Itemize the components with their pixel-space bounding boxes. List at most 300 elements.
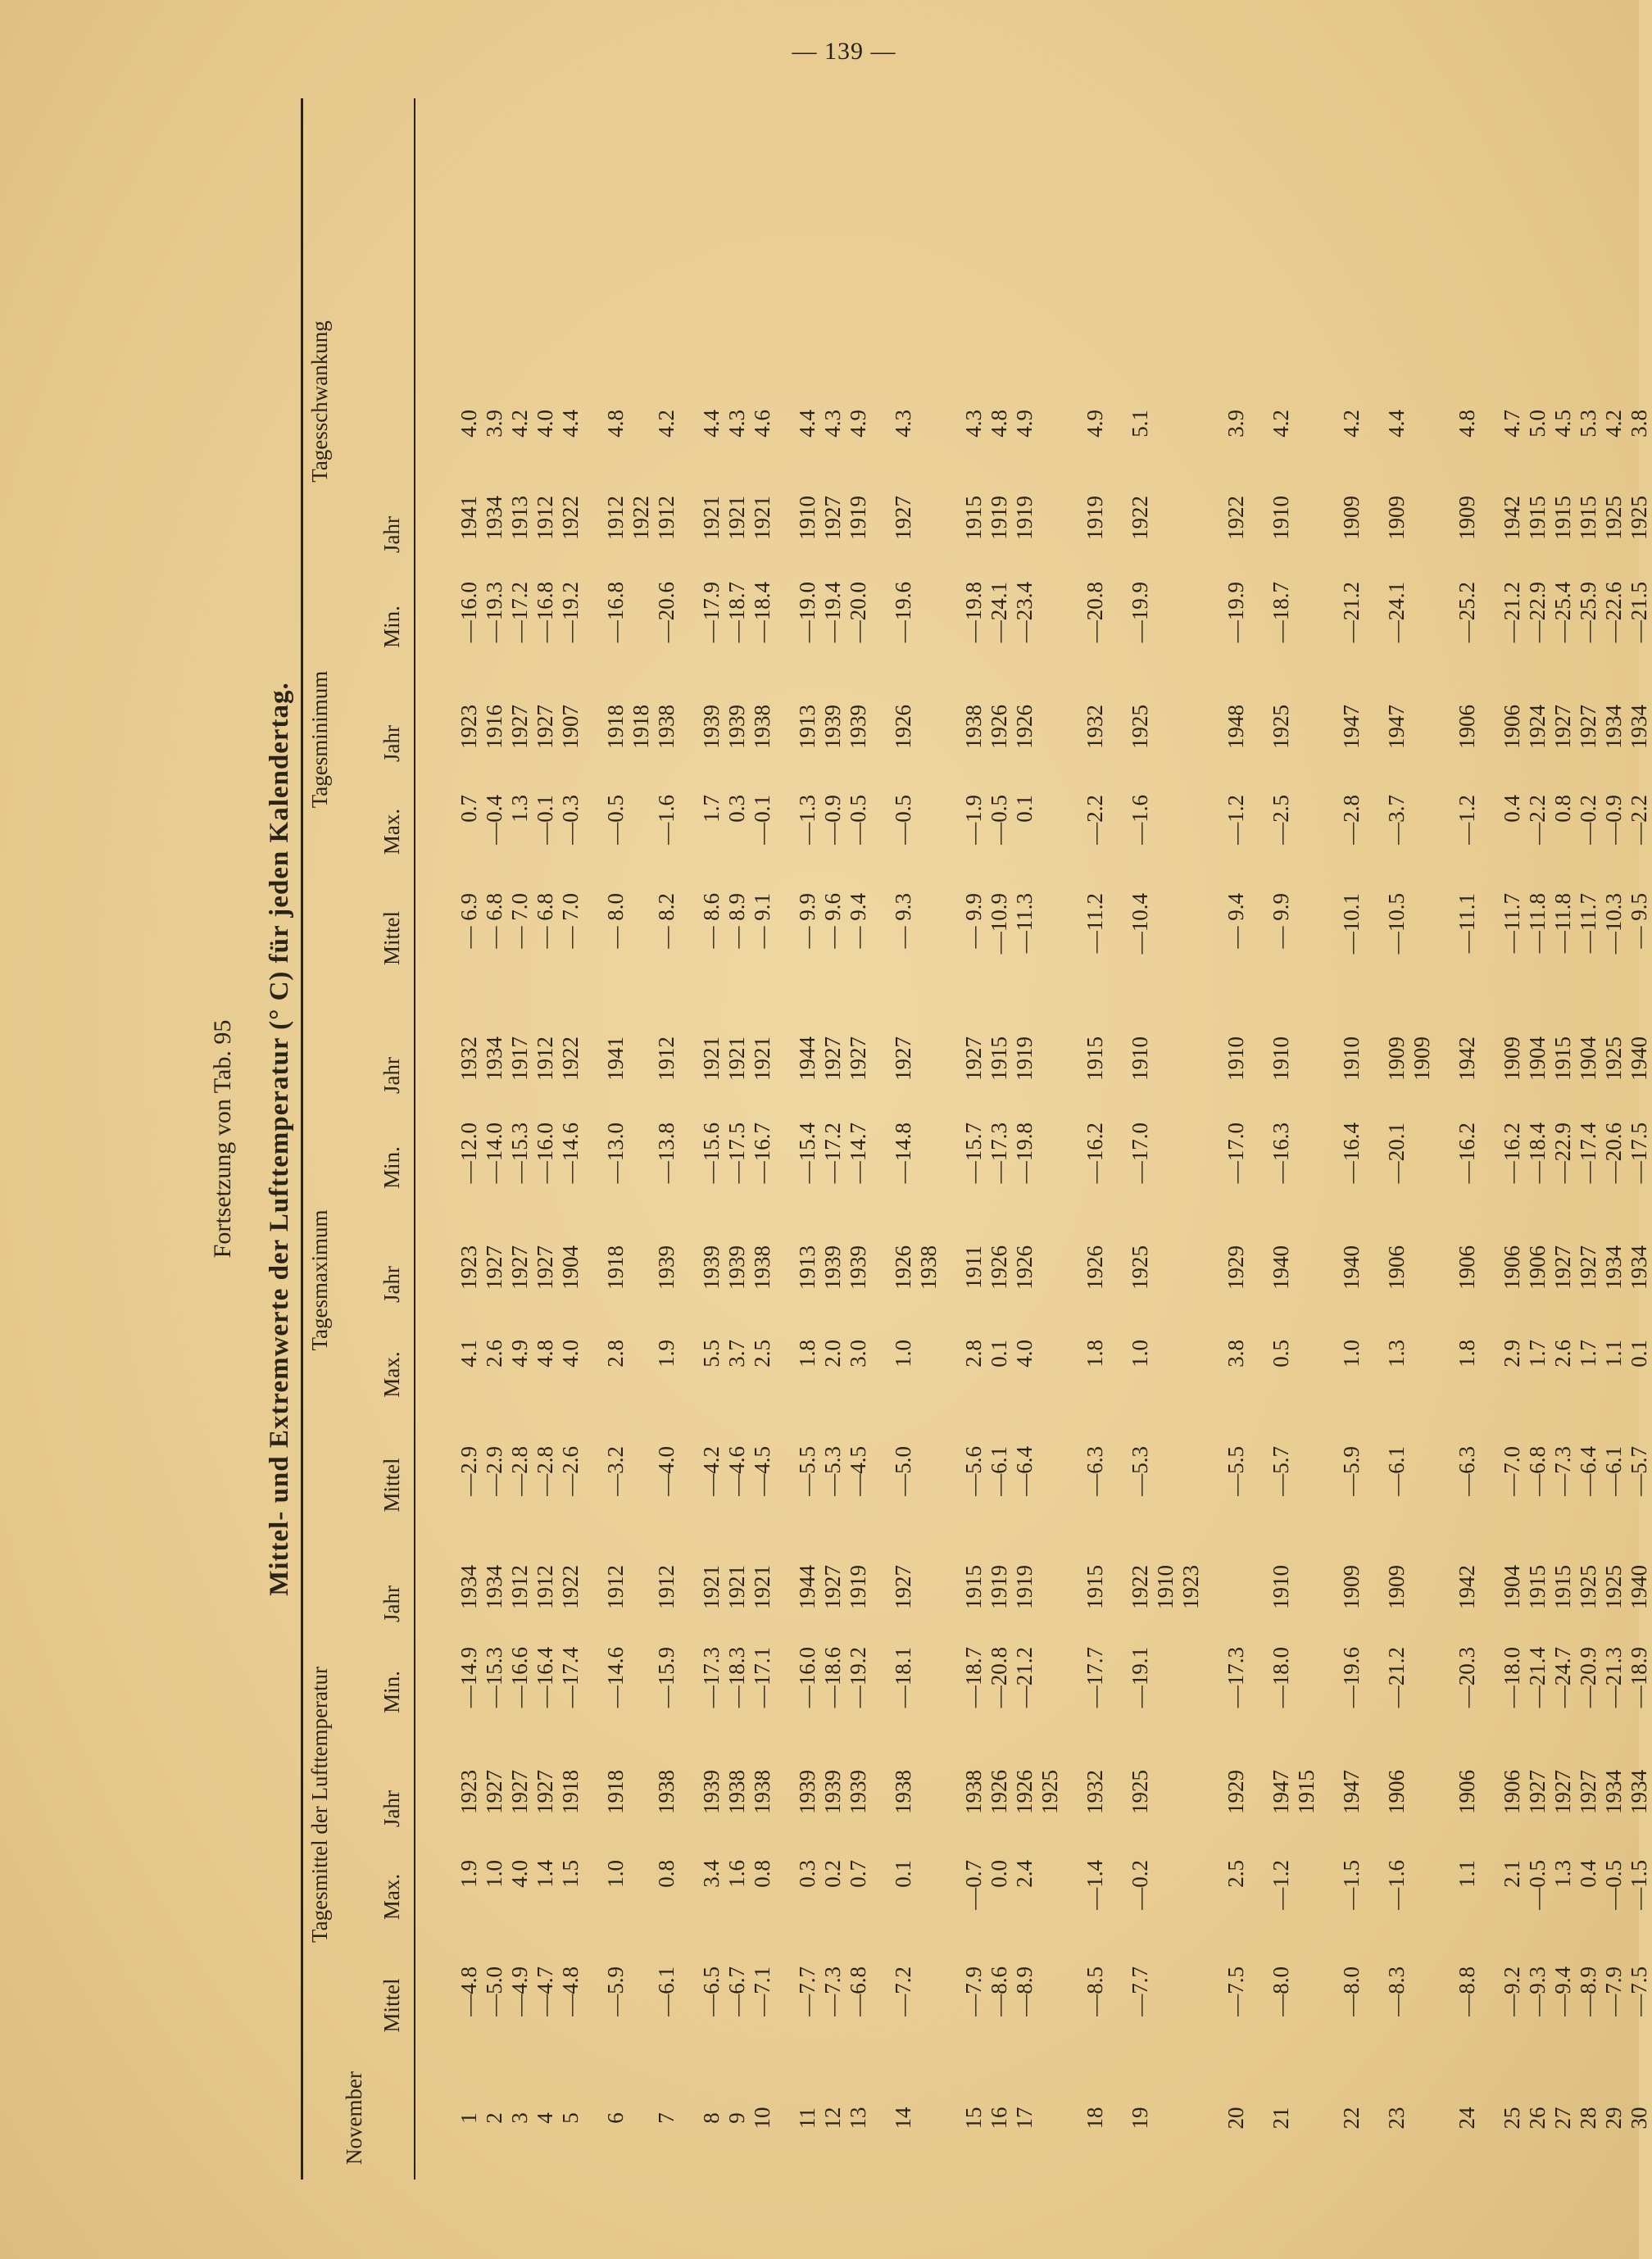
value-cell: 1944 bbox=[795, 1037, 819, 1081]
value-cell: —14.7 bbox=[846, 1123, 870, 1184]
value-cell: —16.4 bbox=[533, 1647, 557, 1708]
value-cell: 1909 bbox=[1384, 1037, 1409, 1081]
value-cell: —5.0 bbox=[482, 1966, 506, 2016]
value-cell: 1927 bbox=[891, 1037, 915, 1081]
value-cell: —7.9 bbox=[961, 1966, 986, 2016]
data-column bbox=[456, 1966, 1652, 2044]
value-cell: 1938 bbox=[961, 705, 986, 749]
value-cell: 1938 bbox=[750, 705, 774, 749]
value-cell bbox=[1037, 705, 1063, 782]
value-cell: —15.4 bbox=[795, 1123, 819, 1184]
value-cell bbox=[1409, 496, 1435, 574]
value-cell bbox=[1409, 1966, 1435, 2044]
value-cell: 4.8 bbox=[533, 1340, 557, 1368]
value-cell bbox=[1037, 1966, 1063, 2044]
value-cell: —21.5 bbox=[1627, 582, 1651, 643]
value-cell: 1904 bbox=[558, 1245, 583, 1290]
value-cell: — 8.2 bbox=[654, 893, 678, 949]
value-cell: 1925 bbox=[1576, 1565, 1600, 1609]
value-cell bbox=[1294, 1565, 1319, 1643]
value-cell: — 9.5 bbox=[1627, 893, 1651, 949]
table-top-rule bbox=[301, 98, 303, 2180]
value-cell: 1939 bbox=[654, 1245, 678, 1290]
value-cell: 4.2 bbox=[1268, 410, 1293, 438]
value-cell: 5.0 bbox=[1525, 410, 1550, 438]
value-cell: —7.7 bbox=[1128, 1966, 1152, 2016]
value-cell: 1940 bbox=[1627, 1037, 1651, 1081]
value-cell: 1921 bbox=[750, 1565, 774, 1609]
value-cell bbox=[1153, 893, 1178, 983]
value-cell: —4.9 bbox=[507, 1966, 532, 2016]
value-cell: 1.9 bbox=[456, 1860, 481, 1888]
value-cell: 1938 bbox=[654, 1770, 678, 1814]
value-cell: —17.2 bbox=[507, 582, 532, 643]
value-cell bbox=[629, 1860, 654, 1934]
value-cell: — 6.9 bbox=[456, 893, 481, 949]
value-cell: 1906 bbox=[1525, 1245, 1550, 1290]
value-cell: 1927 bbox=[961, 1037, 986, 1081]
column-header: Jahr bbox=[379, 516, 404, 553]
value-cell bbox=[1294, 1860, 1319, 1934]
day-cell bbox=[1037, 2073, 1063, 2163]
value-cell bbox=[1294, 893, 1319, 983]
value-cell bbox=[1153, 1123, 1178, 1213]
page-number: — 139 — bbox=[792, 38, 896, 65]
value-cell bbox=[916, 1446, 942, 1524]
value-cell: 4.9 bbox=[507, 1340, 532, 1368]
value-cell: —11.3 bbox=[1012, 893, 1037, 954]
value-cell: 0.8 bbox=[1550, 795, 1575, 823]
value-cell bbox=[629, 1340, 654, 1409]
value-cell: 1915 bbox=[1082, 1565, 1107, 1609]
value-cell: 1915 bbox=[1525, 1565, 1550, 1609]
value-cell: 1927 bbox=[1576, 705, 1600, 749]
value-cell bbox=[1409, 1860, 1435, 1934]
value-cell: —19.6 bbox=[1339, 1647, 1364, 1708]
value-cell bbox=[1037, 1340, 1063, 1409]
day-cell bbox=[1294, 2073, 1319, 2163]
value-cell bbox=[629, 1966, 654, 2044]
value-cell: 1934 bbox=[456, 1565, 481, 1609]
value-cell: 2.5 bbox=[1223, 1860, 1248, 1888]
value-cell: 1927 bbox=[1550, 1245, 1575, 1290]
value-cell: —5.3 bbox=[1128, 1446, 1152, 1496]
value-cell: —18.7 bbox=[961, 1647, 986, 1708]
value-cell: —6.7 bbox=[724, 1966, 749, 2016]
value-cell: 1925 bbox=[1601, 496, 1626, 540]
value-cell: —15.6 bbox=[699, 1123, 724, 1184]
value-cell: —16.0 bbox=[533, 1123, 557, 1184]
value-cell: — 9.1 bbox=[750, 893, 774, 949]
value-cell: 5.3 bbox=[1576, 410, 1600, 438]
value-cell: 1921 bbox=[750, 1037, 774, 1081]
value-cell: 1939 bbox=[820, 1770, 845, 1814]
value-cell: —9.2 bbox=[1500, 1966, 1524, 2016]
value-cell: —5.0 bbox=[891, 1446, 915, 1496]
value-cell: —24.7 bbox=[1550, 1647, 1575, 1708]
column-header: Min. bbox=[379, 1671, 404, 1713]
value-cell bbox=[916, 705, 942, 782]
day-cell bbox=[629, 2073, 654, 2163]
column-header: Jahr bbox=[379, 725, 404, 762]
rotated-table-block bbox=[209, 98, 1651, 2180]
value-cell: 1912 bbox=[603, 1565, 628, 1609]
value-cell: 1926 bbox=[987, 705, 1011, 749]
value-cell: —1.2 bbox=[1455, 795, 1479, 845]
group-header: Tagesschwankung bbox=[307, 320, 332, 483]
value-cell: 4.1 bbox=[456, 1340, 481, 1368]
value-cell: —19.9 bbox=[1128, 582, 1152, 643]
value-cell: 1.7 bbox=[1576, 1340, 1600, 1368]
value-cell: —0.5 bbox=[987, 795, 1011, 845]
value-cell: 1919 bbox=[1012, 1565, 1037, 1609]
value-cell: 2.4 bbox=[1012, 1860, 1037, 1888]
value-cell: 1918 bbox=[558, 1770, 583, 1814]
day-cell: 15 bbox=[961, 2107, 986, 2130]
value-cell: 1939 bbox=[699, 705, 724, 749]
value-cell: 1.3 bbox=[1550, 1860, 1575, 1888]
value-cell bbox=[1178, 496, 1204, 574]
value-cell: 1939 bbox=[699, 1245, 724, 1290]
value-cell: — 8.9 bbox=[724, 893, 749, 949]
value-cell: —9.4 bbox=[1550, 1966, 1575, 2016]
value-cell: —11.2 bbox=[1082, 893, 1107, 954]
day-cell: 5 bbox=[558, 2112, 583, 2124]
value-cell: —3.7 bbox=[1384, 795, 1409, 845]
value-cell: —21.2 bbox=[1012, 1647, 1037, 1708]
value-cell: 1912 bbox=[507, 1565, 532, 1609]
value-cell: 0.8 bbox=[750, 1860, 774, 1888]
value-cell: —7.0 bbox=[1500, 1446, 1524, 1496]
value-cell: 4.2 bbox=[1339, 410, 1364, 438]
value-cell: 1939 bbox=[846, 1245, 870, 1290]
value-cell: 1925 bbox=[1128, 1770, 1152, 1814]
value-cell bbox=[916, 582, 942, 672]
day-cell: 30 bbox=[1627, 2107, 1651, 2130]
data-column bbox=[456, 1037, 1652, 1114]
column-header: Jahr bbox=[379, 1790, 404, 1827]
column-header: Max. bbox=[379, 1873, 404, 1921]
value-cell bbox=[629, 1647, 654, 1737]
value-cell: —21.2 bbox=[1500, 582, 1524, 643]
value-cell bbox=[1223, 1565, 1249, 1643]
value-cell bbox=[1037, 1446, 1063, 1524]
value-cell: — 7.0 bbox=[558, 893, 583, 949]
value-cell: 0.1 bbox=[891, 1860, 915, 1888]
value-cell: 2.6 bbox=[482, 1340, 506, 1368]
value-cell: 0.1 bbox=[1012, 795, 1037, 823]
value-cell bbox=[916, 1340, 942, 1409]
value-cell: —18.6 bbox=[820, 1647, 845, 1708]
value-cell: 1922 bbox=[1128, 1565, 1152, 1609]
value-cell: 0.1 bbox=[1627, 1340, 1651, 1368]
value-cell: —0.2 bbox=[1128, 1860, 1152, 1910]
value-cell: 1932 bbox=[1082, 705, 1107, 749]
value-cell: 1.6 bbox=[724, 1860, 749, 1888]
value-cell: 1926 bbox=[987, 1245, 1011, 1290]
value-cell: 4.4 bbox=[1384, 410, 1409, 438]
value-cell: —14.6 bbox=[558, 1123, 583, 1184]
value-cell: —10.4 bbox=[1128, 893, 1152, 955]
value-cell bbox=[629, 1565, 654, 1643]
value-cell: —15.3 bbox=[482, 1647, 506, 1708]
value-cell: 1915 bbox=[1294, 1770, 1318, 1814]
value-cell: 1912 bbox=[654, 1037, 678, 1081]
value-cell: 1906 bbox=[1384, 1245, 1409, 1290]
value-cell: —17.3 bbox=[987, 1123, 1011, 1184]
value-cell: 1913 bbox=[795, 705, 819, 749]
value-cell bbox=[1037, 1037, 1063, 1114]
value-cell: —6.4 bbox=[1012, 1446, 1037, 1496]
value-cell: 0.4 bbox=[1500, 795, 1524, 823]
day-cell: 20 bbox=[1223, 2107, 1248, 2130]
value-cell bbox=[629, 582, 654, 672]
value-cell: —11.7 bbox=[1576, 893, 1600, 954]
value-cell: —17.0 bbox=[1128, 1123, 1152, 1184]
data-column bbox=[456, 1770, 1652, 1848]
day-cell: 2 bbox=[482, 2112, 506, 2124]
value-cell: —1.2 bbox=[1268, 1860, 1293, 1910]
value-cell: —7.2 bbox=[891, 1966, 915, 2016]
value-cell: 1925 bbox=[1601, 1565, 1626, 1609]
value-cell bbox=[1294, 1037, 1319, 1114]
value-cell: —20.6 bbox=[654, 582, 678, 643]
value-cell bbox=[916, 1770, 942, 1848]
value-cell bbox=[916, 1123, 942, 1213]
value-cell: 1927 bbox=[507, 1245, 532, 1290]
value-cell: —2.8 bbox=[507, 1446, 532, 1496]
value-cell: 1921 bbox=[724, 496, 749, 540]
value-cell: 1910 bbox=[1268, 1037, 1293, 1081]
value-cell: —1.4 bbox=[1082, 1860, 1107, 1910]
value-cell: —21.2 bbox=[1384, 1647, 1409, 1708]
value-cell bbox=[916, 410, 942, 475]
value-cell: —17.0 bbox=[1223, 1123, 1248, 1184]
column-header: Min. bbox=[379, 1146, 404, 1189]
value-cell: 2.8 bbox=[603, 1340, 628, 1368]
value-cell: —6.4 bbox=[1576, 1446, 1600, 1496]
value-cell bbox=[1153, 1647, 1178, 1737]
value-cell: — 9.9 bbox=[795, 893, 819, 949]
value-cell: 2.5 bbox=[750, 1340, 774, 1368]
column-header: Jahr bbox=[379, 1057, 404, 1094]
value-cell: —3.2 bbox=[603, 1446, 628, 1496]
value-cell: 1927 bbox=[507, 705, 532, 749]
value-cell: —16.8 bbox=[533, 582, 557, 643]
value-cell: —0.9 bbox=[1601, 795, 1626, 845]
value-cell: —15.3 bbox=[507, 1123, 532, 1184]
data-column bbox=[456, 705, 1652, 782]
value-cell: 1.0 bbox=[891, 1340, 915, 1368]
value-cell: — 8.6 bbox=[699, 893, 724, 949]
value-cell bbox=[1153, 582, 1178, 672]
value-cell bbox=[1409, 705, 1435, 782]
value-cell: 4.9 bbox=[846, 410, 870, 438]
value-cell: 1915 bbox=[1525, 496, 1550, 540]
day-cell: 22 bbox=[1339, 2107, 1364, 2130]
value-cell: —8.9 bbox=[1576, 1966, 1600, 2016]
value-cell: 1910 bbox=[1223, 1037, 1248, 1081]
value-cell: —10.1 bbox=[1339, 893, 1364, 955]
value-cell: —0.3 bbox=[558, 795, 583, 845]
value-cell: 1939 bbox=[846, 705, 870, 749]
value-cell: 1910 bbox=[1153, 1565, 1178, 1609]
value-cell: 1938 bbox=[750, 1770, 774, 1814]
value-cell: —1.5 bbox=[1627, 1860, 1651, 1910]
data-column bbox=[456, 582, 1652, 672]
data-column bbox=[456, 1446, 1652, 1524]
value-cell: — 7.0 bbox=[507, 893, 532, 949]
value-cell: 3.9 bbox=[482, 410, 506, 438]
value-cell: —7.1 bbox=[750, 1966, 774, 2016]
value-cell: 1.7 bbox=[1525, 1340, 1550, 1368]
value-cell: —18.4 bbox=[750, 582, 774, 643]
table-title: Mittel- und Extremwerte der Lufttemperatur (° C) für jeden Kalendertag. bbox=[265, 682, 294, 1596]
value-cell: —19.2 bbox=[846, 1647, 870, 1708]
value-cell: — 8.0 bbox=[603, 893, 628, 949]
value-cell: 1947 bbox=[1384, 705, 1409, 749]
value-cell: 1907 bbox=[558, 705, 583, 749]
column-header: Mittel bbox=[379, 1978, 404, 2033]
value-cell: — 9.9 bbox=[961, 893, 986, 949]
value-cell: 3.4 bbox=[699, 1860, 724, 1888]
value-cell: —11.7 bbox=[1500, 893, 1524, 954]
value-cell: 1925 bbox=[1128, 705, 1152, 749]
value-cell: 1927 bbox=[1576, 1245, 1600, 1290]
value-cell: 1921 bbox=[699, 496, 724, 540]
value-cell bbox=[1294, 1245, 1319, 1323]
value-cell bbox=[1153, 1770, 1178, 1848]
value-cell bbox=[1294, 1647, 1319, 1737]
column-header: Jahr bbox=[379, 1585, 404, 1622]
value-cell: 1927 bbox=[507, 1770, 532, 1814]
value-cell: —25.4 bbox=[1550, 582, 1575, 643]
value-cell: —19.1 bbox=[1128, 1647, 1152, 1708]
value-cell: —15.7 bbox=[961, 1123, 986, 1184]
value-cell: 1915 bbox=[1082, 1037, 1107, 1081]
value-cell: 0.7 bbox=[846, 1860, 870, 1888]
value-cell bbox=[1037, 1123, 1063, 1213]
value-cell: 1938 bbox=[891, 1770, 915, 1814]
day-cell: 19 bbox=[1128, 2107, 1152, 2130]
group-header: Tagesmaximum bbox=[307, 1209, 332, 1351]
day-cell: 29 bbox=[1601, 2107, 1626, 2130]
value-cell: 1916 bbox=[482, 705, 506, 749]
value-cell: — 6.8 bbox=[533, 893, 557, 949]
data-column bbox=[456, 1647, 1652, 1737]
value-cell: —17.3 bbox=[1223, 1647, 1248, 1708]
value-cell: —0.1 bbox=[750, 795, 774, 845]
value-cell: —21.3 bbox=[1601, 1647, 1626, 1708]
value-cell bbox=[1153, 496, 1178, 574]
value-cell: —18.7 bbox=[724, 582, 749, 643]
value-cell: 1925 bbox=[1268, 705, 1293, 749]
value-cell: —0.5 bbox=[1525, 1860, 1550, 1910]
value-cell: 2.8 bbox=[961, 1340, 986, 1368]
value-cell: 1909 bbox=[1455, 496, 1479, 540]
value-cell: —19.8 bbox=[961, 582, 986, 643]
value-cell: —5.7 bbox=[1627, 1446, 1651, 1496]
value-cell bbox=[916, 1037, 942, 1114]
value-cell: 1940 bbox=[1268, 1245, 1293, 1290]
value-cell: 1919 bbox=[987, 496, 1011, 540]
value-cell: —18.9 bbox=[1627, 1647, 1651, 1708]
value-cell bbox=[1178, 1966, 1204, 2044]
value-cell: 2.1 bbox=[1500, 1860, 1524, 1888]
value-cell: 1904 bbox=[1525, 1037, 1550, 1081]
value-cell: 4.4 bbox=[558, 410, 583, 438]
value-cell: 1929 bbox=[1223, 1245, 1248, 1290]
value-cell bbox=[1037, 1565, 1063, 1643]
value-cell: 1.7 bbox=[699, 795, 724, 823]
value-cell: —1.6 bbox=[654, 795, 678, 845]
value-cell: 1939 bbox=[724, 705, 749, 749]
month-header: November bbox=[342, 2071, 366, 2165]
value-cell: —8.8 bbox=[1455, 1966, 1479, 2016]
value-cell: 1927 bbox=[533, 705, 557, 749]
value-cell: 1906 bbox=[1455, 705, 1479, 749]
value-cell: 1942 bbox=[1500, 496, 1524, 540]
value-cell: 1938 bbox=[916, 1245, 941, 1290]
day-cell: 4 bbox=[533, 2112, 557, 2124]
value-cell bbox=[629, 893, 654, 983]
value-cell bbox=[1178, 1123, 1204, 1213]
day-cell: 9 bbox=[724, 2112, 749, 2124]
value-cell bbox=[916, 795, 942, 869]
value-cell: —13.8 bbox=[654, 1123, 678, 1184]
value-cell: —4.5 bbox=[750, 1446, 774, 1496]
value-cell: 1932 bbox=[456, 1037, 481, 1081]
value-cell: 4.9 bbox=[1082, 410, 1107, 438]
value-cell: 1938 bbox=[750, 1245, 774, 1290]
value-cell: 0.3 bbox=[795, 1860, 819, 1888]
data-column bbox=[456, 1245, 1652, 1323]
value-cell: —20.3 bbox=[1455, 1647, 1479, 1708]
value-cell: 1927 bbox=[482, 1770, 506, 1814]
value-cell bbox=[629, 1770, 654, 1848]
value-cell bbox=[1294, 1123, 1319, 1213]
value-cell: 1910 bbox=[1268, 496, 1293, 540]
data-column bbox=[456, 496, 1652, 574]
value-cell: 1919 bbox=[846, 496, 870, 540]
value-cell: 1925 bbox=[1128, 1245, 1152, 1290]
value-cell: 1904 bbox=[1576, 1037, 1600, 1081]
value-cell bbox=[1294, 582, 1319, 672]
value-cell bbox=[1037, 582, 1063, 672]
value-cell: 4.3 bbox=[724, 410, 749, 438]
value-cell: — 6.8 bbox=[482, 893, 506, 949]
value-cell: 1925 bbox=[1627, 496, 1651, 540]
value-cell bbox=[1178, 1446, 1204, 1524]
value-cell: 1912 bbox=[654, 496, 678, 540]
value-cell: 1909 bbox=[1384, 1565, 1409, 1609]
value-cell: 1909 bbox=[1500, 1037, 1524, 1081]
value-cell: —8.9 bbox=[1012, 1966, 1037, 2016]
value-cell: 0.8 bbox=[654, 1860, 678, 1888]
value-cell: 1926 bbox=[1012, 705, 1037, 749]
value-cell: 1921 bbox=[699, 1565, 724, 1609]
value-cell: 2.9 bbox=[1500, 1340, 1524, 1368]
value-cell: 4.2 bbox=[507, 410, 532, 438]
value-cell: —2.2 bbox=[1525, 795, 1550, 845]
value-cell: —19.4 bbox=[820, 582, 845, 643]
value-cell: 2.6 bbox=[1550, 1340, 1575, 1368]
value-cell bbox=[1409, 1340, 1435, 1409]
value-cell: —14.9 bbox=[456, 1647, 481, 1708]
value-cell: —23.4 bbox=[1012, 582, 1037, 643]
value-cell: 1915 bbox=[1550, 496, 1575, 540]
value-cell: —16.2 bbox=[1500, 1123, 1524, 1184]
